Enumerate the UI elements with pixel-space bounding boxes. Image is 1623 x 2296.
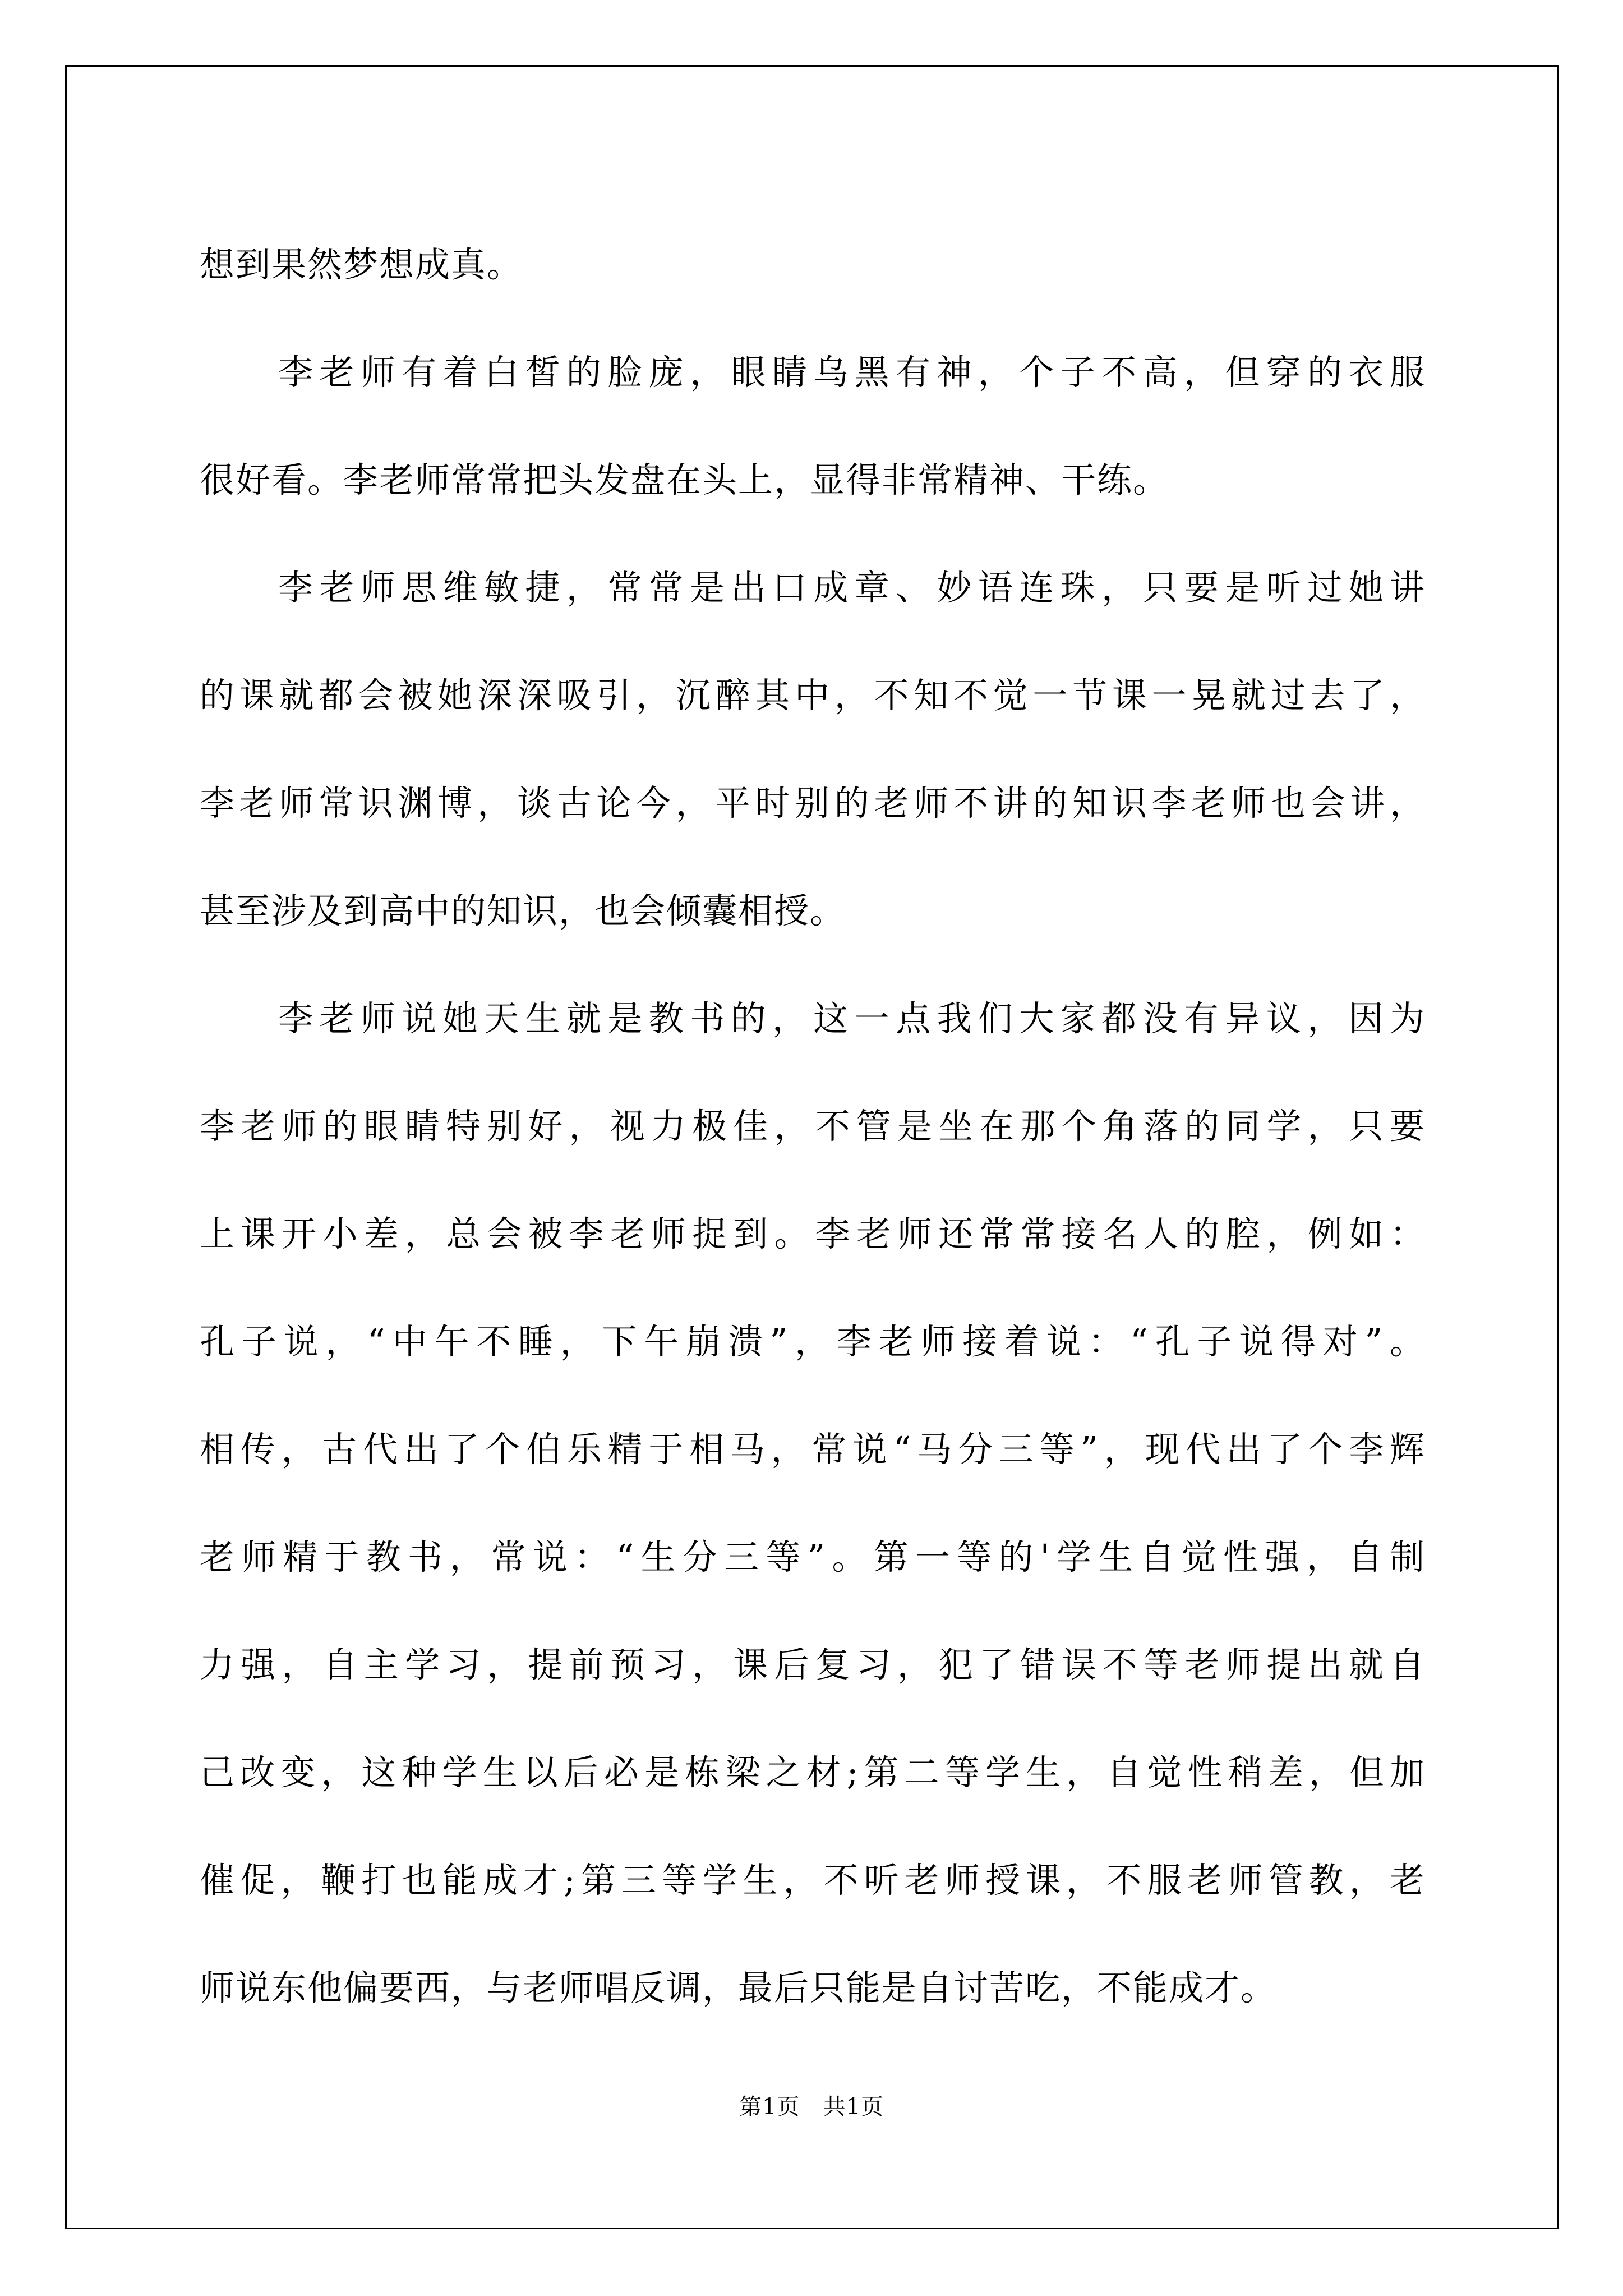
- paragraph-start-line: 李老师说她天生就是教书的，这一点我们大家都没有异议，因为: [278, 997, 1426, 1039]
- text-line: 上课开小差，总会被李老师捉到。李老师还常常接名人的腔，例如：: [200, 1213, 1426, 1254]
- text-line: 甚至涉及到高中的知识，也会倾囊相授。: [200, 890, 846, 931]
- text-line: 李老师常识渊博，谈古论今，平时别的老师不讲的知识李老师也会讲，: [200, 782, 1426, 823]
- text-line: 孔子说，“中午不睡，下午崩溃”，李老师接着说：“孔子说得对”。: [200, 1320, 1426, 1362]
- text-line: 催促，鞭打也能成才;第三等学生，不听老师授课，不服老师管教，老: [200, 1859, 1426, 1901]
- text-line: 很好看。李老师常常把头发盘在头上，显得非常精神、干练。: [200, 459, 1169, 500]
- text-line: 师说东他偏要西，与老师唱反调，最后只能是自讨苦吃，不能成才。: [200, 1967, 1277, 2008]
- text-line: 老师精于教书，常说：“生分三等”。第一等的'学生自觉性强，自制: [200, 1536, 1426, 1577]
- document-body: [200, 208, 1426, 2039]
- text-line: 的课就都会被她深深吸引，沉醉其中，不知不觉一节课一晃就过去了，: [200, 674, 1426, 716]
- text-line: 力强，自主学习，提前预习，课后复习，犯了错误不等老师提出就自: [200, 1644, 1426, 1685]
- text-line: 己改变，这种学生以后必是栋梁之材;第二等学生，自觉性稍差，但加: [200, 1751, 1426, 1793]
- text-line: 想到果然梦想成真。: [200, 243, 523, 285]
- paragraph-start-line: 李老师有着白皙的脸庞，眼睛乌黑有神，个子不高，但穿的衣服: [278, 351, 1426, 393]
- text-line: 李老师的眼睛特别好，视力极佳，不管是坐在那个角落的同学，只要: [200, 1105, 1426, 1147]
- page-number-footer: 第1页 共1页: [739, 2094, 884, 2120]
- paragraph-start-line: 李老师思维敏捷，常常是出口成章、妙语连珠，只要是听过她讲: [278, 567, 1426, 608]
- text-line: 相传，古代出了个伯乐精于相马，常说“马分三等”，现代出了个李辉: [200, 1428, 1426, 1470]
